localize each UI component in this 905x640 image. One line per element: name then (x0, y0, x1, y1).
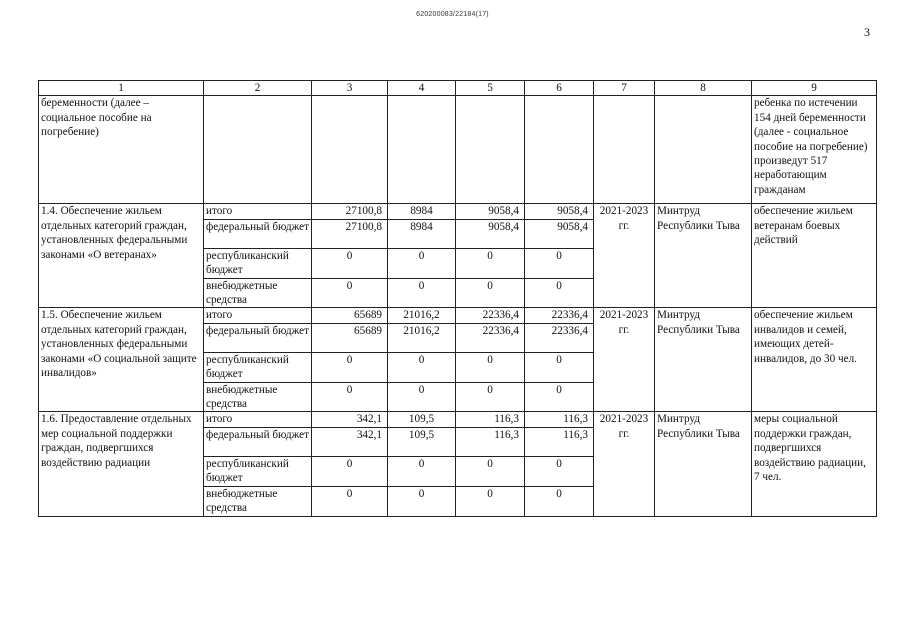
label-federal: федеральный бюджет (204, 427, 312, 456)
value-cell: 342,1 (312, 412, 388, 427)
col-number-2: 2 (204, 81, 312, 96)
col-number-8: 8 (655, 81, 752, 96)
value-cell: 0 (456, 248, 525, 278)
table-row (39, 204, 877, 219)
value-cell: 22336,4 (456, 323, 525, 352)
period-cell: 2021-2023 гг. (594, 412, 655, 516)
value-cell: 0 (312, 248, 388, 278)
label-total: итого (204, 308, 312, 323)
value-cell: 21016,2 (388, 323, 456, 352)
executor-cell: Минтруд Республики Тыва (655, 412, 752, 516)
value-cell: 22336,4 (456, 308, 525, 323)
value-cell: 0 (525, 456, 594, 486)
document-id: 620200083/22184(17) (416, 11, 489, 18)
label-federal: федеральный бюджет (204, 219, 312, 248)
table-row (39, 412, 877, 427)
value-cell: 65689 (312, 323, 388, 352)
value-cell: 116,3 (525, 412, 594, 427)
value-cell: 0 (388, 352, 456, 382)
header-row (39, 81, 877, 96)
executor-cell: Минтруд Республики Тыва (655, 308, 752, 412)
label-republic: республиканский бюджет (204, 352, 312, 382)
value-cell: 22336,4 (525, 323, 594, 352)
value-cell: 27100,8 (312, 204, 388, 219)
value-cell: 116,3 (456, 427, 525, 456)
value-cell: 0 (312, 486, 388, 516)
value-cell: 0 (525, 248, 594, 278)
executor-cell: Минтруд Республики Тыва (655, 204, 752, 308)
period-cell: 2021-2023 гг. (594, 204, 655, 308)
cont-result-cell: ребенка по истечении 154 дней беременности (далее - социальное пособие на погребение) произведут 517 неработающим гражданам (752, 96, 877, 204)
col-number-3: 3 (312, 81, 388, 96)
label-extra: внебюджетные средства (204, 486, 312, 516)
result-cell: обеспечение жильем ветеранам боевых действий (752, 204, 877, 308)
measure-title-cell: 1.5. Обеспечение жильем отдельных категорий граждан, установленных федеральными законами «О социальной защите инвалидов» (39, 308, 204, 412)
value-cell: 0 (456, 486, 525, 516)
label-extra: внебюджетные средства (204, 382, 312, 412)
period-cell: 2021-2023 гг. (594, 308, 655, 412)
value-cell: 0 (312, 382, 388, 412)
table-row (39, 308, 877, 323)
label-republic: республиканский бюджет (204, 456, 312, 486)
continuation-row (39, 96, 877, 204)
value-cell: 22336,4 (525, 308, 594, 323)
result-cell: обеспечение жильем инвалидов и семей, имеющих детей-инвалидов, до 30 чел. (752, 308, 877, 412)
value-cell: 0 (456, 352, 525, 382)
value-cell: 109,5 (388, 412, 456, 427)
value-cell: 0 (525, 486, 594, 516)
value-cell: 9058,4 (525, 204, 594, 219)
label-total: итого (204, 412, 312, 427)
label-federal: федеральный бюджет (204, 323, 312, 352)
value-cell: 342,1 (312, 427, 388, 456)
col-number-1: 1 (39, 81, 204, 96)
value-cell: 109,5 (388, 427, 456, 456)
value-cell: 9058,4 (525, 219, 594, 248)
program-table (38, 80, 877, 517)
label-republic: республиканский бюджет (204, 248, 312, 278)
value-cell: 0 (312, 278, 388, 308)
value-cell: 0 (525, 352, 594, 382)
value-cell: 0 (388, 486, 456, 516)
col-number-4: 4 (388, 81, 456, 96)
value-cell: 65689 (312, 308, 388, 323)
value-cell: 0 (312, 456, 388, 486)
label-extra: внебюджетные средства (204, 278, 312, 308)
col-number-6: 6 (525, 81, 594, 96)
value-cell: 21016,2 (388, 308, 456, 323)
value-cell: 0 (388, 456, 456, 486)
value-cell: 0 (388, 382, 456, 412)
value-cell: 0 (525, 278, 594, 308)
col-number-9: 9 (752, 81, 877, 96)
value-cell: 0 (456, 278, 525, 308)
measure-title-cell: 1.6. Предоставление отдельных мер социальной поддержки граждан, подвергшихся воздействию радиации (39, 412, 204, 516)
col-number-5: 5 (456, 81, 525, 96)
col-number-7: 7 (594, 81, 655, 96)
value-cell: 9058,4 (456, 204, 525, 219)
value-cell: 0 (388, 248, 456, 278)
value-cell: 0 (456, 456, 525, 486)
value-cell: 0 (456, 382, 525, 412)
cont-title-cell: беременности (далее – социальное пособие на погребение) (39, 96, 204, 204)
page-number: 3 (864, 25, 870, 39)
value-cell: 9058,4 (456, 219, 525, 248)
value-cell: 8984 (388, 204, 456, 219)
value-cell: 0 (525, 382, 594, 412)
value-cell: 0 (388, 278, 456, 308)
value-cell: 116,3 (525, 427, 594, 456)
result-cell: меры социальной поддержки граждан, подвергшихся воздействию радиации, 7 чел. (752, 412, 877, 516)
value-cell: 0 (312, 352, 388, 382)
value-cell: 27100,8 (312, 219, 388, 248)
measure-title-cell: 1.4. Обеспечение жильем отдельных категорий граждан, установленных федеральными законами «О ветеранах» (39, 204, 204, 308)
value-cell: 116,3 (456, 412, 525, 427)
label-total: итого (204, 204, 312, 219)
value-cell: 8984 (388, 219, 456, 248)
